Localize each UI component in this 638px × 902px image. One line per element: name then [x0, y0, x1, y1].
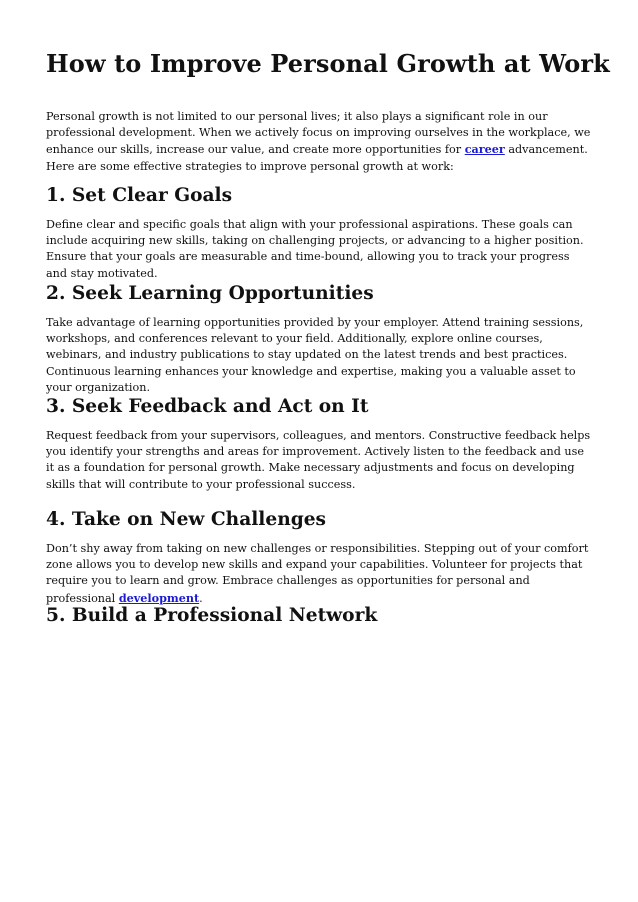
section-build-network: [46, 604, 594, 628]
section-body: Define clear and specific goals that align with your professional aspirations. These goals can include acquiring new skills, taking on challenging projects, or advancing to a higher position. Ensure that your goals are measurable and time-bound, allowing you to track your progress and stay motivated.: [46, 218, 584, 280]
section-body: Request feedback from your supervisors, colleagues, and mentors. Constructive feedback helps you identify your strengths and areas for improvement. Actively listen to the feedback and use it as a foundation for personal growth. Make necessary adjustments and focus on developing skills that will contribute to your professional success.: [46, 429, 591, 491]
section-heading: 2. Seek Learning Opportunities: [46, 283, 374, 304]
intro-text-before: Personal growth is not limited to our personal lives; it also plays a significant role in our professional development. When we actively focus on improving ourselves in the workplace, we enhance our skills, increase our value, and create more opportunities for: [46, 110, 591, 157]
section-heading: 4. Take on New Challenges: [46, 509, 327, 530]
section-heading: 1. Set Clear Goals: [46, 185, 233, 206]
section-set-clear-goals: [46, 184, 594, 282]
section-heading: 3. Seek Feedback and Act on It: [46, 396, 369, 417]
intro-text-after: advancement. Here are some effective strategies to improve personal growth at work:: [46, 143, 588, 173]
section-body: [46, 541, 594, 607]
intro-paragraph: [46, 109, 594, 175]
section-take-on-new-challenges: [46, 508, 594, 607]
page-title: How to Improve Personal Growth at Work: [46, 49, 610, 78]
section-seek-feedback: [46, 395, 594, 493]
section-seek-learning-opportunities: [46, 282, 594, 396]
career-link[interactable]: career: [464, 142, 505, 157]
section-body: Take advantage of learning opportunities provided by your employer. Attend training sessions, workshops, and conferences relevant to your field. Additionally, explore online courses, webinars, and industry publications to stay updated on the latest trends and best practices. Continuous learning enhances your knowledge and expertise, making you a valuable asset to your organization.: [46, 316, 584, 394]
development-link[interactable]: development: [118, 590, 200, 605]
section-body-after: .: [199, 591, 203, 605]
section-heading: 5. Build a Professional Network: [46, 605, 378, 626]
section-body-before: Don’t shy away from taking on new challenges or responsibilities. Stepping out of your comfort zone allows you to develop new skills and expand your capabilities. Volunteer for projects that require you to learn and grow. Embrace challenges as opportunities for personal and professional: [46, 542, 589, 605]
